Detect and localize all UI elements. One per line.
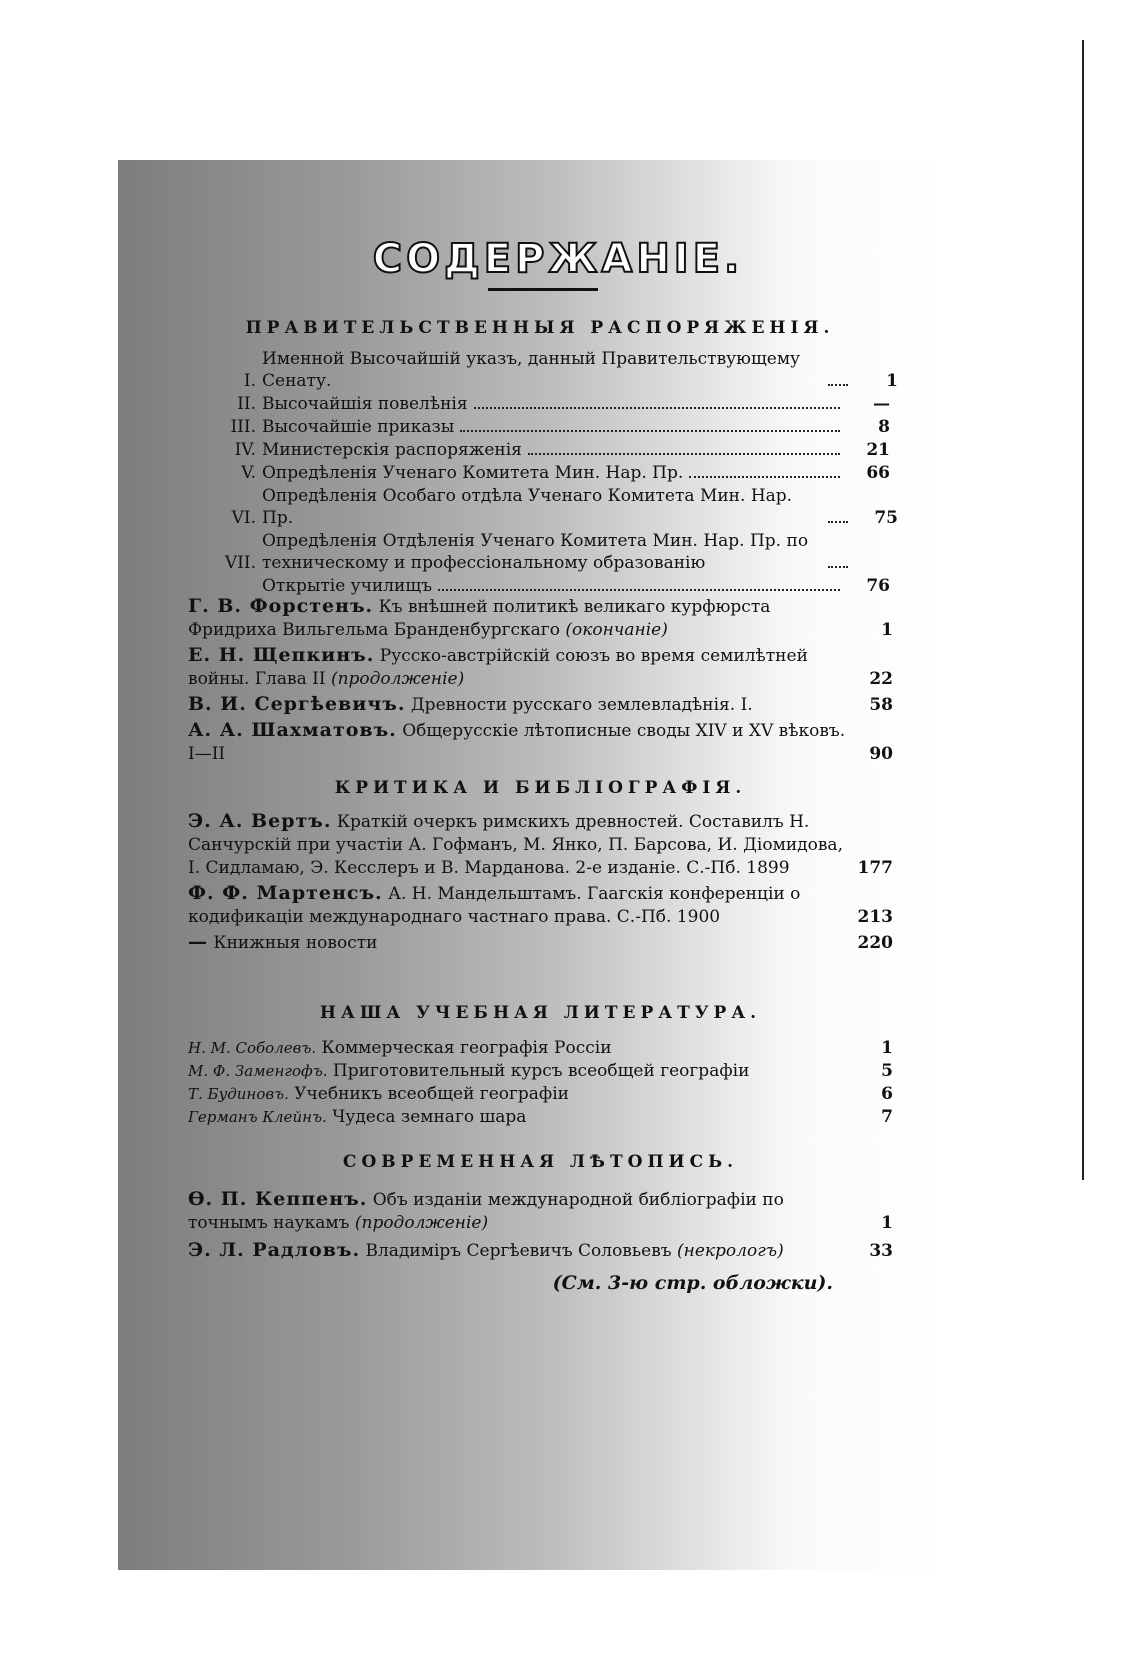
entry-title: Чудеса земнаго шара	[332, 1107, 527, 1127]
toc-entry	[188, 1239, 893, 1263]
toc-row	[190, 348, 898, 392]
dot-leader	[828, 384, 848, 386]
toc-entry-body	[188, 810, 849, 880]
toc-row-number: V.	[241, 463, 256, 483]
toc-entry	[188, 1188, 893, 1235]
dot-leader	[460, 430, 840, 432]
article-body	[188, 595, 849, 642]
article-entry	[188, 595, 893, 642]
toc-entry-body	[188, 1239, 849, 1263]
article-entry	[188, 719, 893, 766]
government-list	[190, 348, 898, 597]
toc-row	[190, 416, 890, 438]
toc-row	[190, 462, 890, 484]
chronicle-list	[188, 1188, 893, 1263]
articles-list	[188, 595, 893, 768]
toc-entry	[188, 1106, 893, 1129]
entry-page: 1	[881, 1038, 893, 1058]
article-author: А. А. Шахматовъ.	[188, 719, 397, 741]
entry-page: 220	[857, 933, 893, 953]
entry-page: 177	[857, 858, 893, 878]
toc-entry-body	[188, 1106, 849, 1129]
page-title: СОДЕРЖАНІЕ.	[372, 236, 744, 282]
toc-row-title: Министерскія распоряженія	[262, 440, 522, 460]
entry-author: Ѳ. П. Кеппенъ.	[188, 1188, 368, 1210]
toc-entry-body	[188, 1037, 849, 1060]
textbooks-list	[188, 1037, 893, 1129]
article-title: Русско-австрійскій союзъ во время семилѣтней войны. Глава II	[188, 646, 808, 689]
entry-page: 7	[881, 1107, 893, 1127]
article-page: 58	[869, 695, 893, 715]
entry-author: М. Ф. Заменгофъ.	[188, 1062, 328, 1080]
toc-row	[190, 439, 890, 461]
dot-leader	[828, 566, 848, 568]
toc-row-page: 1	[886, 371, 898, 391]
dot-leader	[528, 453, 840, 455]
dot-leader	[438, 589, 840, 591]
entry-author: Ф. Ф. Мартенсъ.	[188, 882, 383, 904]
chronicle-section	[188, 1152, 893, 1267]
article-title: Къ внѣшней политикѣ великаго курфюрста Фридриха Вильгельма Бранденбургскаго	[188, 597, 771, 640]
toc-entry-body	[188, 1060, 849, 1083]
toc-entry-body	[188, 1188, 849, 1235]
toc-entry	[188, 931, 893, 955]
toc-row-number: II.	[237, 394, 256, 414]
dot-leader	[828, 521, 848, 523]
article-note: (окончаніе)	[565, 620, 668, 640]
article-body	[188, 719, 849, 766]
entry-title: Приготовительный курсъ всеобщей географіи	[332, 1061, 750, 1081]
toc-row-page: 75	[874, 508, 898, 528]
entry-author: Т. Будиновъ.	[188, 1085, 289, 1103]
criticism-section	[188, 778, 893, 957]
criticism-heading: КРИТИКА И БИБЛІОГРАФІЯ.	[334, 778, 747, 798]
entry-note: (некрологъ)	[677, 1241, 784, 1261]
toc-row-title: Именной Высочайшій указъ, данный Правительствующему Сенату.	[262, 349, 801, 391]
toc-row-page: 66	[866, 463, 890, 483]
entry-author: Э. Л. Радловъ.	[188, 1239, 361, 1261]
toc-entry	[188, 882, 893, 929]
criticism-list	[188, 810, 893, 955]
entry-page: 1	[881, 1213, 893, 1233]
toc-row	[190, 485, 898, 529]
entry-page: 5	[881, 1061, 893, 1081]
toc-row-number: III.	[230, 417, 256, 437]
footer-note: (См. 3-ю стр. обложки).	[552, 1272, 833, 1294]
entry-page: 213	[857, 907, 893, 927]
entry-page: 33	[869, 1241, 893, 1261]
toc-row-page: 21	[866, 440, 890, 460]
article-author: Г. В. Форстенъ.	[188, 595, 374, 617]
toc-row-title: Опредѣленія Ученаго Комитета Мин. Нар. Пр.	[262, 463, 684, 483]
entry-title: Краткій очеркъ римскихъ древностей. Составилъ Н. Санчурскій при участіи А. Гофманъ, М. Янко, П. Барсова, И. Діомидова, I. Сидламаю, Э. Кесслеръ и В. Марданова. 2-е изданіе. С.-Пб. 1899	[188, 812, 843, 878]
toc-row-title: Опредѣленія Отдѣленія Ученаго Комитета Мин. Нар. Пр. по техническому и профессіональному образованію	[262, 531, 809, 573]
toc-row	[190, 530, 890, 574]
entry-note: (продолженіе)	[354, 1213, 489, 1233]
article-entry	[188, 693, 893, 717]
toc-entry	[188, 1083, 893, 1106]
toc-entry-body	[188, 931, 849, 955]
textbooks-section	[188, 1003, 893, 1129]
toc-row-number: VII.	[224, 553, 256, 573]
article-body	[188, 644, 849, 691]
entry-author: Н. М. Соболевъ.	[188, 1039, 317, 1057]
toc-entry-body	[188, 882, 849, 929]
page-edge-line	[1082, 40, 1084, 1180]
toc-row	[190, 393, 890, 415]
article-body	[188, 693, 849, 717]
government-heading: ПРАВИТЕЛЬСТВЕННЫЯ РАСПОРЯЖЕНІЯ.	[245, 318, 835, 338]
article-page: 90	[869, 744, 893, 764]
toc-entry	[188, 810, 893, 880]
article-title: Общерусскіе лѣтописные своды XIV и XV вѣковъ. I—II	[188, 721, 846, 764]
article-page: 22	[869, 669, 893, 689]
article-note: (продолженіе)	[330, 669, 465, 689]
footer-block	[188, 1272, 893, 1294]
toc-row-number: IV.	[234, 440, 256, 460]
title-underline	[488, 288, 598, 291]
article-entry	[188, 644, 893, 691]
toc-row-title: Опредѣленія Особаго отдѣла Ученаго Комитета Мин. Нар. Пр.	[262, 486, 793, 528]
toc-row-page: —	[873, 394, 890, 414]
entry-title: Учебникъ всеобщей географіи	[294, 1084, 569, 1104]
entry-author: Германъ Клейнъ.	[188, 1108, 327, 1126]
toc-row	[190, 575, 890, 597]
article-author: В. И. Сергѣевичъ.	[188, 693, 406, 715]
chronicle-heading: СОВРЕМЕННАЯ ЛѢТОПИСЬ.	[342, 1152, 739, 1172]
toc-row-page: 8	[878, 417, 890, 437]
article-page: 1	[881, 620, 893, 640]
dot-leader	[689, 476, 840, 478]
article-title: Древности русскаго землевладѣнія. I.	[410, 695, 753, 715]
entry-title: Владиміръ Сергѣевичъ Соловьевъ	[365, 1241, 672, 1261]
entry-title: Коммерческая географія Россіи	[321, 1038, 612, 1058]
entry-title: А. Н. Мандельштамъ. Гаагскія конференціи о кодификаціи международнаго частнаго права. С.-Пб. 1900	[188, 884, 801, 927]
entry-title: Книжныя новости	[213, 933, 378, 953]
toc-row-number: VI.	[231, 508, 256, 528]
toc-row-title: Открытіе училищъ	[262, 576, 433, 596]
article-author: Е. Н. Щепкинъ.	[188, 644, 375, 666]
entry-author: Э. А. Вертъ.	[188, 810, 332, 832]
toc-row-title: Высочайшіе приказы	[262, 417, 455, 437]
dot-leader	[474, 407, 840, 409]
toc-entry	[188, 1060, 893, 1083]
toc-row-page: 76	[866, 576, 890, 596]
entry-title: Объ изданіи международной библіографіи по точнымъ наукамъ	[188, 1190, 784, 1233]
toc-entry	[188, 1037, 893, 1060]
toc-row-title: Высочайшія повелѣнія	[262, 394, 468, 414]
toc-entry-body	[188, 1083, 849, 1106]
entry-page: 6	[881, 1084, 893, 1104]
toc-row-number: I.	[243, 371, 256, 391]
entry-author: —	[188, 931, 208, 953]
government-section	[190, 318, 898, 598]
textbooks-heading: НАША УЧЕБНАЯ ЛИТЕРАТУРА.	[319, 1003, 762, 1023]
